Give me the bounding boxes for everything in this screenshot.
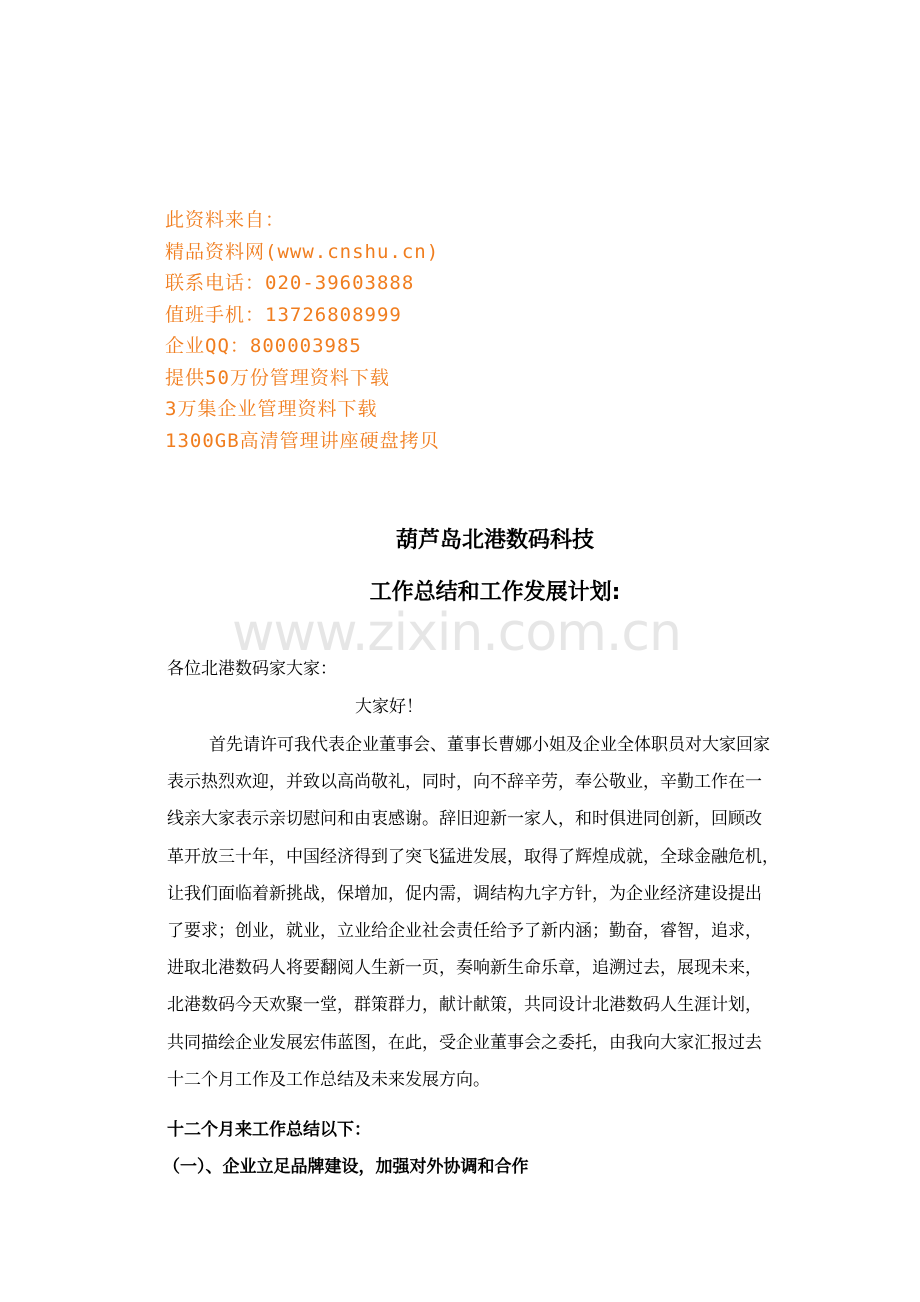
ad-offer-3: 1300GB高清管理讲座硬盘拷贝: [165, 429, 440, 452]
section-heading: 十二个月来工作总结以下：: [167, 1120, 371, 1140]
ad-website: 精品资料网(www.cnshu.cn): [165, 240, 440, 263]
greeting: 大家好！: [355, 697, 423, 717]
body-line: 革开放三十年，中国经济得到了突飞猛进发展，取得了辉煌成就，全球金融危机，: [167, 846, 779, 867]
ad-phone: 联系电话：020-39603888: [165, 272, 415, 294]
document-subtitle: 工作总结和工作发展计划:: [369, 580, 621, 605]
watermark: www.zixin.com.cn: [232, 603, 681, 663]
body-line: 表示热烈欢迎，并致以高尚敬礼，同时，向不辞辛劳，奉公敬业，辛勤工作在一: [167, 772, 762, 793]
body-paragraph: [167, 727, 827, 1099]
ad-offer-2: 3万集企业管理资料下载: [165, 398, 378, 420]
ad-qq: 企业QQ：800003985: [165, 335, 362, 357]
body-line: 共同描绘企业发展宏伟蓝图，在此，受企业董事会之委托，由我向大家汇报过去: [167, 1032, 762, 1053]
body-line: 进取北港数码人将要翻阅人生新一页，奏响新生命乐章，追溯过去，展现未来，: [167, 958, 762, 979]
body-line: 让我们面临着新挑战，保增加，促内需，调结构九字方针，为企业经济建设提出: [167, 883, 762, 904]
salutation: 各位北港数码家大家：: [167, 659, 337, 679]
document-title: 葫芦岛北港数码科技: [395, 528, 594, 553]
ad-source-label: 此资料来自：: [165, 209, 286, 231]
ad-mobile: 值班手机：13726808999: [165, 303, 402, 326]
sub-heading: （一）、企业立足品牌建设，加强对外协调和合作: [163, 1157, 529, 1177]
source-ad-block: [165, 205, 440, 457]
body-line: 线亲大家表示亲切慰问和由衷感谢。辞旧迎新一家人，和时俱进同创新，回顾改: [167, 809, 762, 830]
body-line: 十二个月工作及工作总结及未来发展方向。: [167, 1069, 490, 1090]
ad-offer-1: 提供50万份管理资料下载: [165, 366, 390, 389]
body-line: 北港数码今天欢聚一堂，群策群力，献计献策，共同设计北港数码人生涯计划，: [167, 995, 762, 1016]
body-line: 首先请许可我代表企业董事会、董事长曹娜小姐及企业全体职员对大家回家: [209, 735, 770, 755]
body-line: 了要求；创业，就业，立业给企业社会责任给予了新内涵；勤奋，睿智，追求，: [167, 920, 762, 941]
